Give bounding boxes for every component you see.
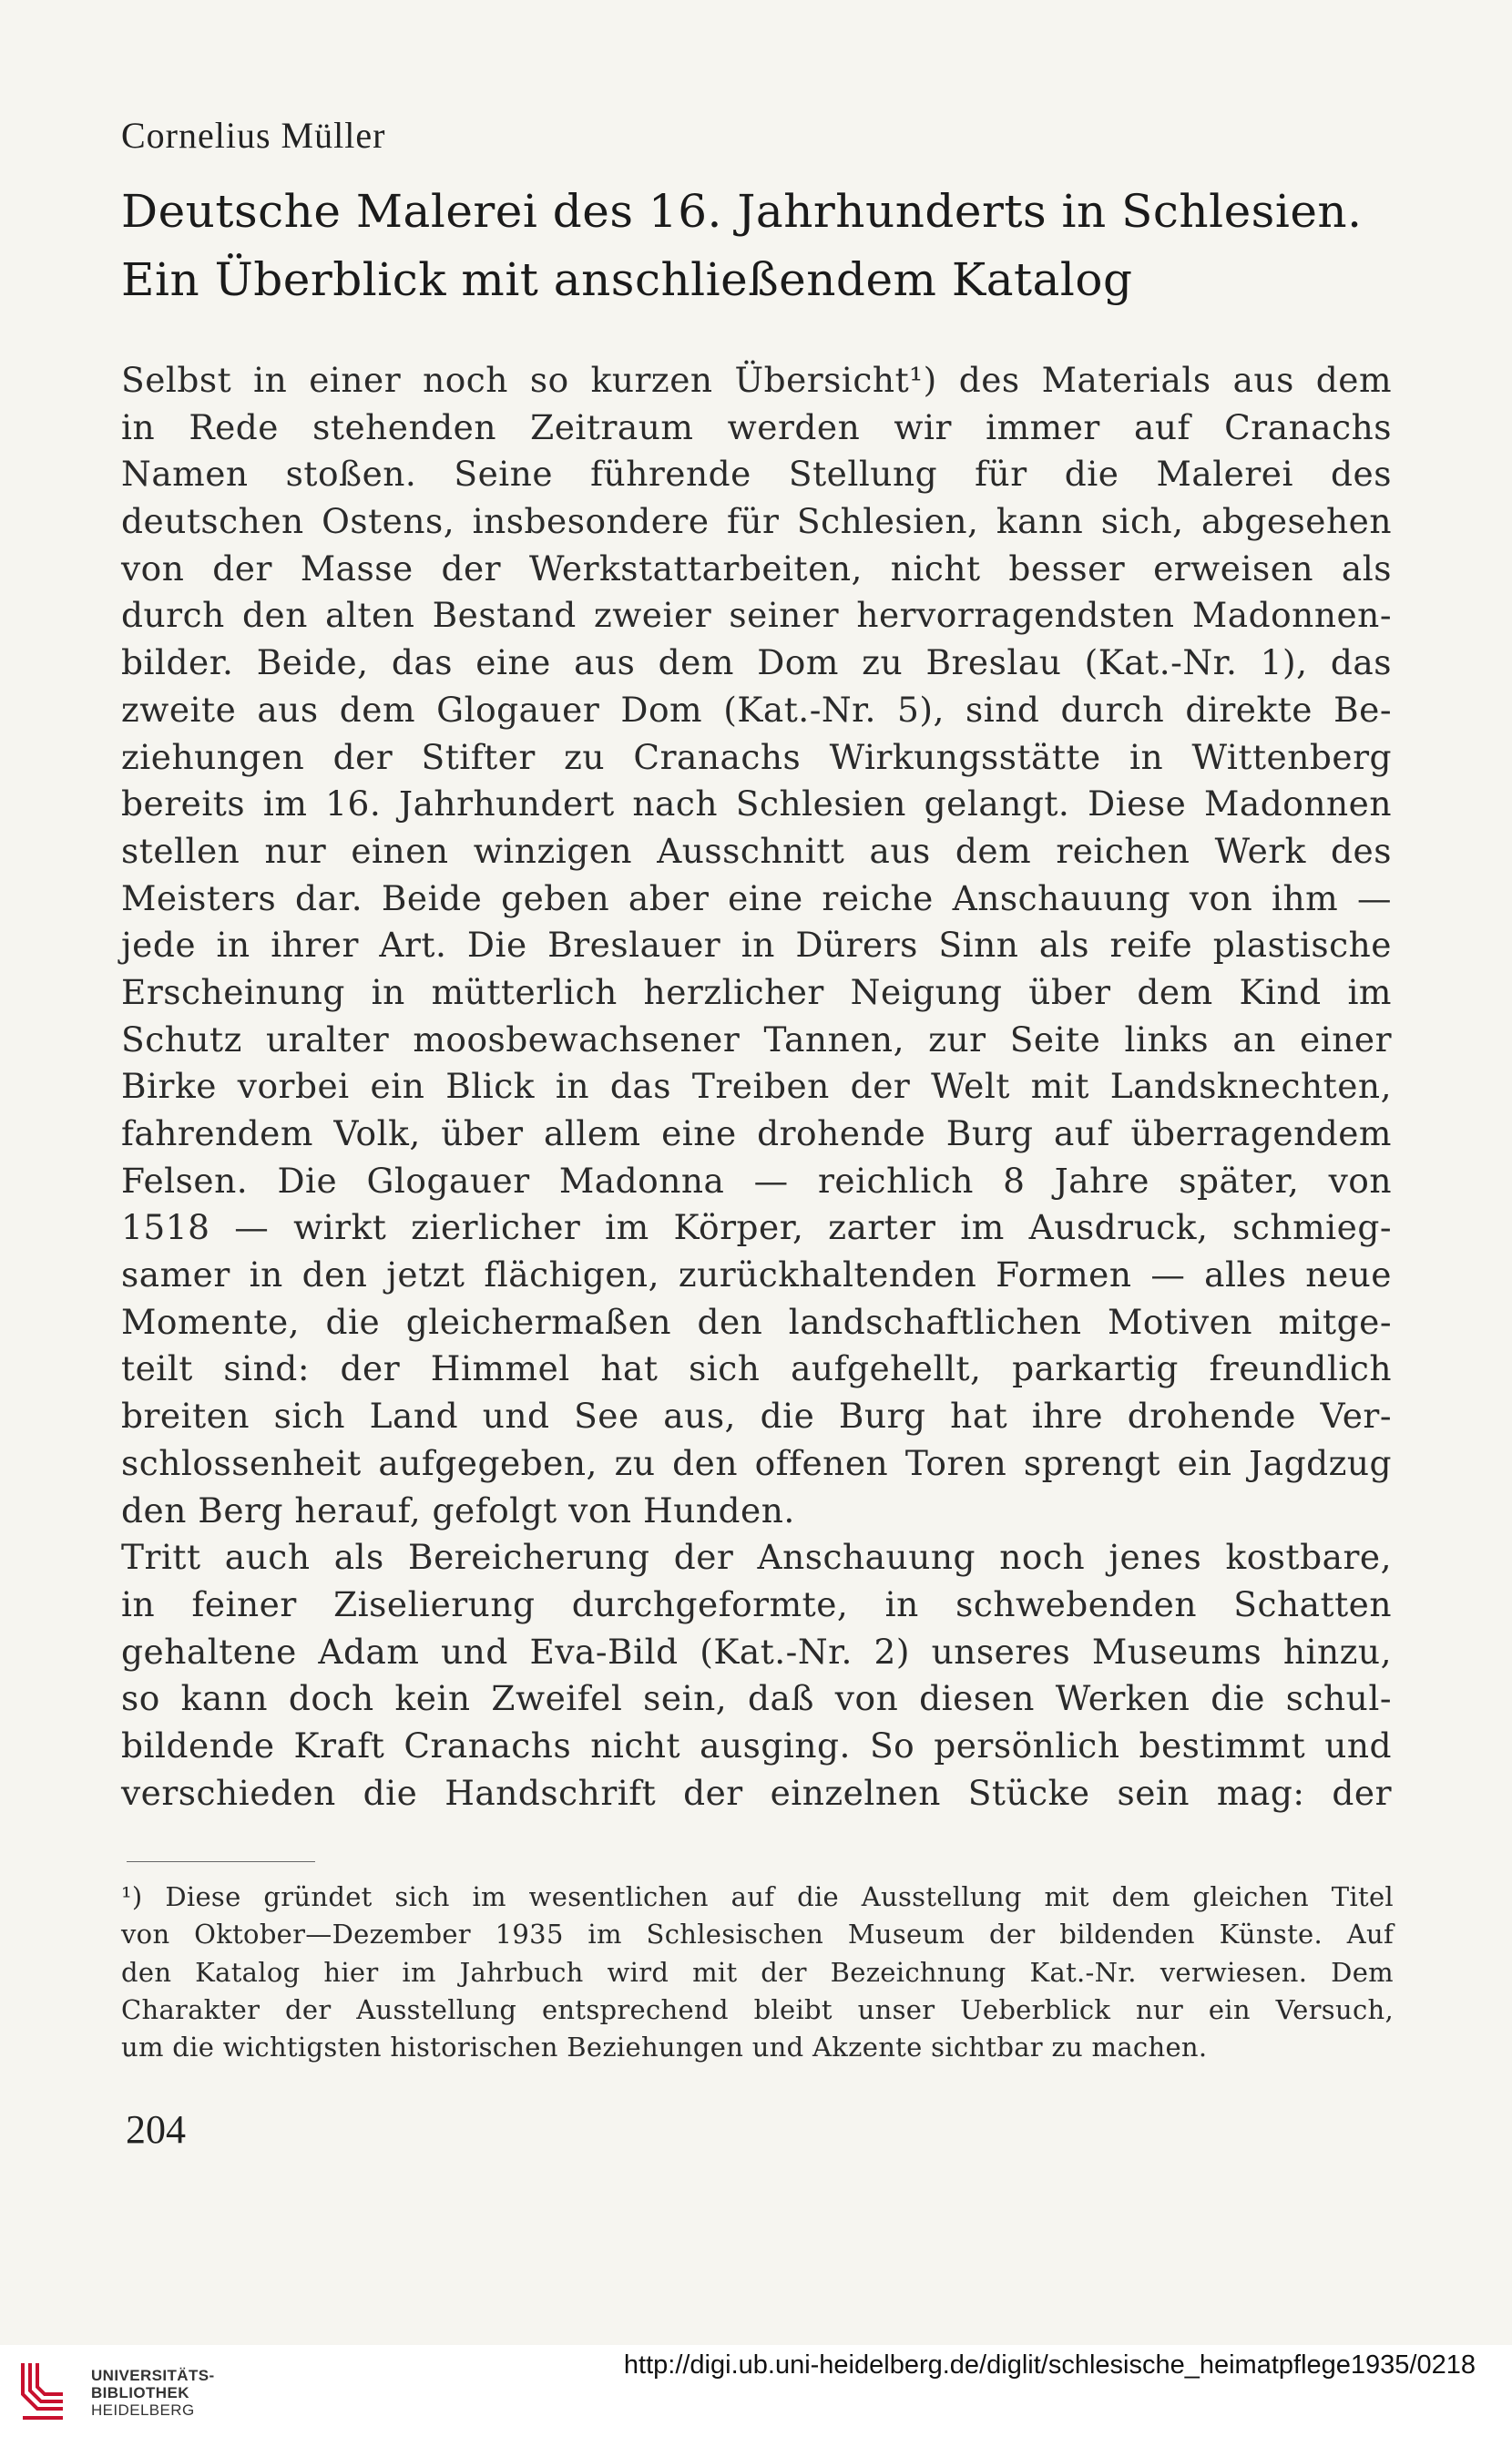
ub-heidelberg-logo-icon xyxy=(15,2358,70,2427)
footnote-line: von Oktober—Dezember 1935 im Schlesischen Museum der bildenden Künste. Auf xyxy=(121,1919,1394,1950)
body-line: deutschen Ostens, insbesondere für Schlesien, kann sich, abgesehen xyxy=(121,501,1392,542)
body-line: in feiner Ziselierung durchgeformte, in schwebenden Schatten xyxy=(121,1583,1392,1624)
body-line: stellen nur einen winzigen Ausschnitt aus dem reichen Werk des xyxy=(121,830,1392,871)
footnote xyxy=(121,1879,1394,2066)
body-line: zweite aus dem Glogauer Dom (Kat.-Nr. 5), sind durch direkte Be- xyxy=(121,689,1392,730)
title-line: Ein Überblick mit anschließendem Katalog xyxy=(121,253,1133,306)
body-line: Momente, die gleichermaßen den landschaftlichen Motiven mitge- xyxy=(121,1301,1392,1342)
body-line: den Berg herauf, gefolgt von Hunden. xyxy=(121,1490,795,1531)
permalink-url[interactable]: http://digi.ub.uni-heidelberg.de/diglit/schlesische_heimatpflege1935/0218 xyxy=(623,2350,1476,2380)
body-line: Namen stoßen. Seine führende Stellung für die Malerei des xyxy=(121,454,1392,495)
article-title xyxy=(121,178,1396,314)
footnote-line: den Katalog hier im Jahrbuch wird mit der Bezeichnung Kat.-Nr. verwiesen. Dem xyxy=(121,1956,1394,1988)
body-line: so kann doch kein Zweifel sein, daß von diesen Werken die schul- xyxy=(121,1678,1392,1719)
library-name-line: BIBLIOTHEK xyxy=(91,2384,189,2401)
body-line: von der Masse der Werkstattarbeiten, nicht besser erweisen als xyxy=(121,548,1392,589)
body-line: teilt sind: der Himmel hat sich aufgehellt, parkartig freundlich xyxy=(121,1348,1392,1389)
body-line: in Rede stehenden Zeitraum werden wir immer auf Cranachs xyxy=(121,406,1392,447)
body-line: fahrendem Volk, über allem eine drohende Burg auf überragendem xyxy=(121,1113,1392,1153)
body-line: jede in ihrer Art. Die Breslauer in Dürers Sinn als reife plastische xyxy=(121,925,1392,966)
body-line: Selbst in einer noch so kurzen Übersicht¹) des Materials aus dem xyxy=(121,360,1392,400)
body-line: schlossenheit aufgegeben, zu den offenen Toren sprengt ein Jagdzug xyxy=(121,1442,1392,1483)
body-line: durch den alten Bestand zweier seiner hervorragendsten Madonnen- xyxy=(121,595,1392,636)
body-line: bilder. Beide, das eine aus dem Dom zu Breslau (Kat.-Nr. 1), das xyxy=(121,642,1392,683)
footnote-line: um die wichtigsten historischen Beziehungen und Akzente sichtbar zu machen. xyxy=(121,2032,1208,2063)
body-line: Schutz uralter moosbewachsener Tannen, zur Seite links an einer xyxy=(121,1019,1392,1060)
footnote-divider xyxy=(127,1861,315,1862)
body-line: Birke vorbei ein Blick in das Treiben der Welt mit Landsknechten, xyxy=(121,1066,1392,1107)
body-line: Tritt auch als Bereicherung der Anschauung noch jenes kostbare, xyxy=(121,1537,1392,1578)
author-name: Cornelius Müller xyxy=(121,115,386,156)
library-name-line: HEIDELBERG xyxy=(91,2401,195,2419)
library-name xyxy=(91,2367,215,2419)
body-text xyxy=(121,357,1392,1817)
body-line: ziehungen der Stifter zu Cranachs Wirkungsstätte in Wittenberg xyxy=(121,736,1392,777)
title-line: Deutsche Malerei des 16. Jahrhunderts in Schlesien. xyxy=(121,185,1363,238)
footnote-line: Charakter der Ausstellung entsprechend bleibt unser Ueberblick nur ein Versuch, xyxy=(121,1993,1394,2025)
body-line: Erscheinung in mütterlich herzlicher Neigung über dem Kind im xyxy=(121,971,1392,1012)
body-line: bildende Kraft Cranachs nicht ausging. So persönlich bestimmt und xyxy=(121,1725,1392,1766)
body-line: verschieden die Handschrift der einzelnen Stücke sein mag: der xyxy=(121,1772,1392,1813)
body-line: Felsen. Die Glogauer Madonna — reichlich 8 Jahre später, von xyxy=(121,1160,1392,1201)
body-line: 1518 — wirkt zierlicher im Körper, zarter im Ausdruck, schmieg- xyxy=(121,1207,1392,1248)
library-name-line: UNIVERSITÄTS- xyxy=(91,2367,215,2384)
body-line: samer in den jetzt flächigen, zurückhaltenden Formen — alles neue xyxy=(121,1254,1392,1295)
footnote-line: ¹) Diese gründet sich im wesentlichen auf die Ausstellung mit dem gleichen Titel xyxy=(121,1881,1394,1912)
body-line: Meisters dar. Beide geben aber eine reiche Anschauung von ihm — xyxy=(121,877,1392,918)
body-line: breiten sich Land und See aus, die Burg hat ihre drohende Ver- xyxy=(121,1396,1392,1437)
body-line: bereits im 16. Jahrhundert nach Schlesien gelangt. Diese Madonnen xyxy=(121,783,1392,824)
body-line: gehaltene Adam und Eva-Bild (Kat.-Nr. 2) unseres Museums hinzu, xyxy=(121,1631,1392,1672)
page-number: 204 xyxy=(126,2107,186,2152)
